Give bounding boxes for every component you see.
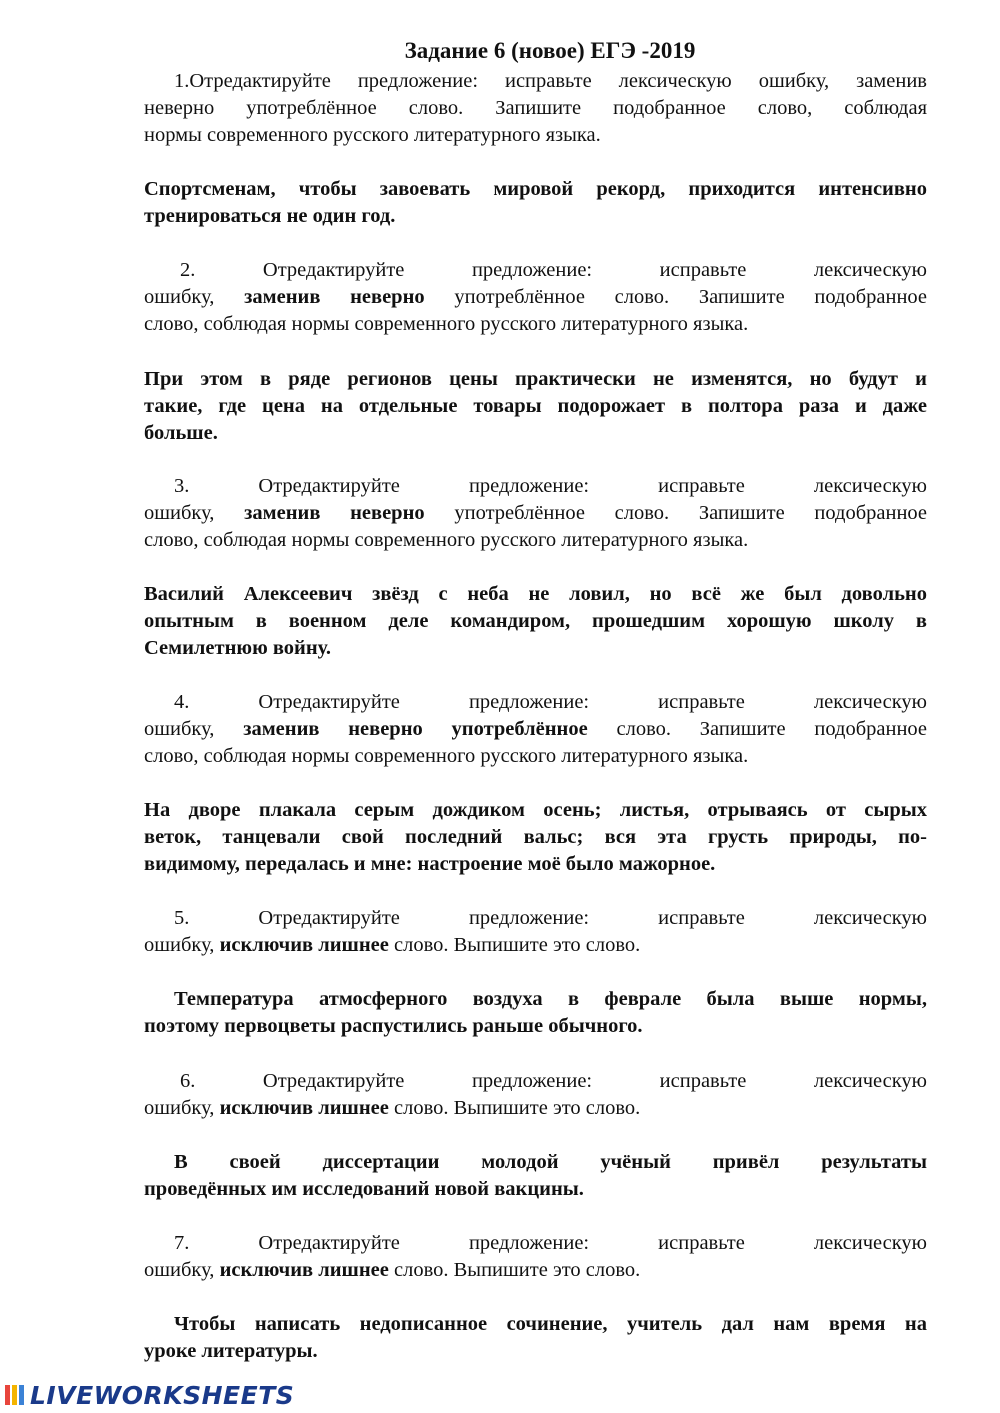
task-4-line-2-a: ошибку, [144,718,215,740]
task-5-sentence [144,986,927,1040]
brand-name: LIVEWORKSHEETS [30,1380,295,1410]
task-3-sentence-line-2: опытным в военном деле командиром, прошедшим хорошую школу в [144,610,927,632]
task-7-sentence [144,1311,927,1365]
task-7-number: 7. [174,1232,190,1254]
task-3-line-2-a: ошибку, [144,502,215,524]
task-1-sentence-line-2: тренироваться не один год. [144,205,396,227]
page-title: Задание 6 (новое) ЕГЭ -2019 [404,38,696,63]
task-6-sentence-line-2: проведённых им исследований новой вакцины. [144,1178,584,1200]
task-3-word-3: исправьте [658,475,745,497]
task-5-line-2 [144,932,927,959]
task-6-sentence-line-1 [144,1149,927,1176]
task-4-word-4: лексическую [813,691,927,713]
task-2-number: 2. [180,259,196,281]
task-4-sentence [144,797,927,878]
task-4-line-1 [144,689,927,716]
task-3-word-2: предложение: [468,475,590,497]
task-6-word-1: Отредактируйте [262,1070,405,1092]
task-4-line-2-bold: заменив неверно употреблённое [243,718,588,740]
task-6-word-4: лексическую [813,1070,927,1092]
task-6-line-2-a: ошибку, [144,1097,215,1119]
task-4-sentence-line-2: веток, танцевали свой последний вальс; вся эта грусть природы, по- [144,826,927,848]
task-7-line-2-bold: исключив лишнее [219,1259,389,1281]
task-6-word-2: предложение: [471,1070,593,1092]
task-1-instruction [144,68,927,149]
task-7-line-1 [144,1230,927,1257]
task-5-word-3: исправьте [658,907,745,929]
task-2-sentence-line-2: такие, где цена на отдельные товары подорожает в полтора раза и даже [144,395,927,417]
task-7-word-1: Отредактируйте [258,1232,400,1254]
task-6-sentence-word: диссертации [322,1151,440,1173]
task-7-line-2 [144,1257,927,1284]
task-5-number: 5. [174,907,190,929]
task-4-number: 4. [174,691,190,713]
task-2-instruction [144,257,927,338]
task-6-sentence [144,1149,927,1203]
task-5-line-2-a: ошибку, [144,934,215,956]
task-4-line-2 [144,716,927,743]
task-2-sentence [144,366,927,447]
task-5-word-4: лексическую [813,907,927,929]
task-2-line-2 [144,284,927,311]
task-3-line-2-b: употреблённое слово. Запишите подобранное [454,502,928,524]
task-6-line-1 [144,1068,927,1095]
task-7-sentence-line-2: уроке литературы. [144,1340,318,1362]
task-2-line-2-b: употреблённое слово. Запишите подобранное [454,286,928,308]
task-2-word-4: лексическую [813,259,927,281]
task-5-word-1: Отредактируйте [258,907,400,929]
task-5-line-2-b: слово. Выпишите это слово. [394,934,641,956]
task-3-word-1: Отредактируйте [258,475,400,497]
task-4-line-2-b: слово. Запишите подобранное [616,718,928,740]
task-6-sentence-word: результаты [821,1151,927,1173]
task-2-sentence-line-3: больше. [144,422,218,444]
task-1-instruction-line-1: 1.Отредактируйте предложение: исправьте лексическую ошибку, заменив [174,70,927,92]
task-4-sentence-line-3: видимому, передалась и мне: настроение моё было мажорное. [144,853,716,875]
task-2-line-2-a: ошибку, [144,286,215,308]
task-3-number: 3. [174,475,190,497]
task-3-line-2 [144,500,927,527]
task-3-line-3: слово, соблюдая нормы современного русского литературного языка. [144,529,749,551]
task-3-instruction [144,473,927,554]
task-2-line-2-bold: заменив неверно [244,286,425,308]
task-1-instruction-line-3: нормы современного русского литературного языка. [144,124,601,146]
task-7-line-2-a: ошибку, [144,1259,215,1281]
task-5-sentence-line-2: поэтому первоцветы распустились раньше обычного. [144,1015,643,1037]
task-2-word-1: Отредактируйте [262,259,405,281]
task-6-word-3: исправьте [659,1070,747,1092]
task-6-sentence-word: В [174,1151,188,1173]
task-2-word-2: предложение: [471,259,593,281]
task-7-sentence-line-1: Чтобы написать недописанное сочинение, учитель дал нам время на [174,1313,927,1335]
task-7-word-2: предложение: [468,1232,590,1254]
task-2-line-3: слово, соблюдая нормы современного русского литературного языка. [144,313,749,335]
task-5-word-2: предложение: [468,907,590,929]
task-4-sentence-line-1: На дворе плакала серым дождиком осень; листья, отрываясь от сырых [144,799,927,821]
task-5-instruction [144,905,927,959]
task-6-sentence-word: молодой [481,1151,559,1173]
task-2-word-3: исправьте [659,259,747,281]
task-4-word-3: исправьте [658,691,745,713]
task-5-line-2-bold: исключив лишнее [219,934,389,956]
task-2-line-1 [144,257,927,284]
task-3-line-2-bold: заменив неверно [244,502,425,524]
task-1-sentence [144,176,927,230]
task-6-number: 6. [180,1070,196,1092]
task-5-line-1 [144,905,927,932]
liveworksheets-logo-icon [4,1382,26,1408]
task-1-sentence-line-1: Спортсменам, чтобы завоевать мировой рекорд, приходится интенсивно [144,178,927,200]
task-2-sentence-line-1: При этом в ряде регионов цены практически не изменятся, но будут и [144,368,927,390]
task-3-sentence-line-1: Василий Алексеевич звёзд с неба не ловил, но всё же был довольно [144,583,927,605]
task-4-instruction [144,689,927,770]
task-6-sentence-word: своей [229,1151,281,1173]
task-7-line-2-b: слово. Выпишите это слово. [394,1259,641,1281]
task-6-line-2-bold: исключив лишнее [219,1097,389,1119]
task-3-sentence-line-3: Семилетнюю войну. [144,637,331,659]
task-3-line-1 [144,473,927,500]
task-6-sentence-word: привёл [712,1151,780,1173]
task-6-line-2 [144,1095,927,1122]
task-6-line-2-b: слово. Выпишите это слово. [394,1097,641,1119]
task-4-line-3: слово, соблюдая нормы современного русского литературного языка. [144,745,749,767]
task-7-word-3: исправьте [658,1232,745,1254]
task-7-word-4: лексическую [813,1232,927,1254]
task-7-instruction [144,1230,927,1284]
task-5-sentence-line-1: Температура атмосферного воздуха в феврале была выше нормы, [174,988,927,1010]
task-4-word-2: предложение: [468,691,590,713]
task-3-sentence [144,581,927,662]
task-6-instruction [144,1068,927,1122]
task-3-word-4: лексическую [813,475,927,497]
task-6-sentence-word: учёный [600,1151,671,1173]
task-1-instruction-line-2: неверно употреблённое слово. Запишите подобранное слово, соблюдая [144,97,927,119]
liveworksheets-brand[interactable] [4,1380,294,1410]
task-4-word-1: Отредактируйте [258,691,400,713]
